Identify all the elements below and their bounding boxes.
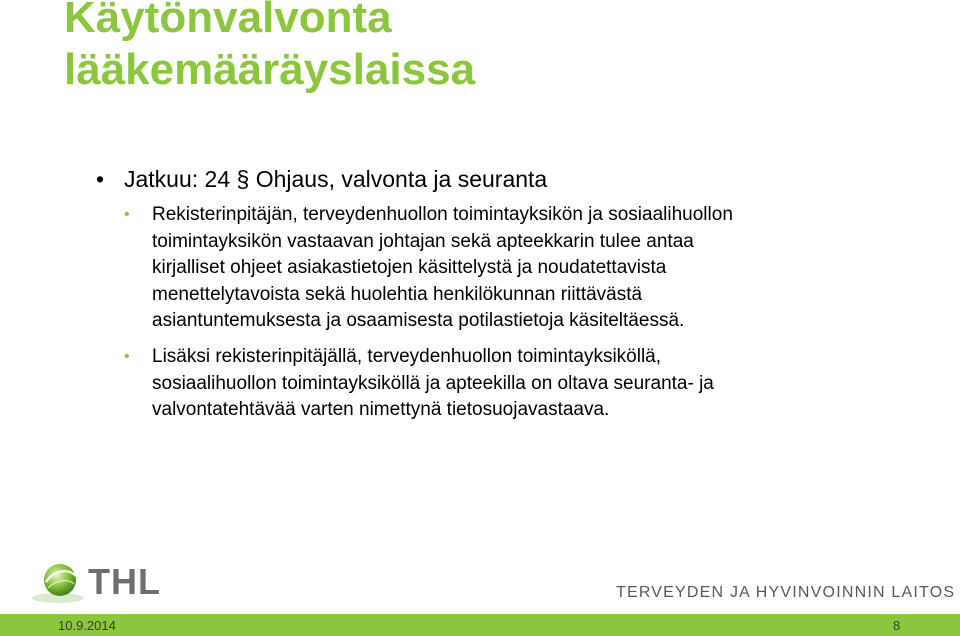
slide-title-line-1: Käytönvalvonta — [64, 0, 392, 42]
footer-bar — [0, 614, 960, 636]
page-number: 8 — [893, 618, 901, 633]
org-name: TERVEYDEN JA HYVINVOINNIN LAITOS — [616, 584, 956, 601]
sub-bullet-2 — [152, 344, 714, 424]
sub-bullet-2-line: Lisäksi rekisterinpitäjällä, terveydenhuollon toimintayksiköllä, — [152, 346, 662, 367]
sub-bullet-1 — [152, 202, 733, 335]
bullet-dot-icon: • — [96, 166, 105, 192]
sub-bullet-1-line: toimintayksikön vastaavan johtajan sekä apteekkarin tulee antaa — [152, 230, 694, 252]
sub-bullet-2-line: sosiaalihuollon toimintayksiköllä ja apteekilla on oltava seuranta- ja — [152, 372, 714, 394]
sub-bullet-2-line: valvontatehtävää varten nimettynä tietosuojavastaava. — [152, 399, 610, 420]
sub-bullet-1-line: Rekisterinpitäjän, terveydenhuollon toimintayksikön ja sosiaalihuollon — [152, 204, 733, 225]
main-bullet-text: Jatkuu: 24 § Ohjaus, valvonta ja seuranta — [124, 166, 548, 192]
sub-bullet-1-line: asiantuntemuksesta ja osaamisesta potilastietoja käsiteltäessä. — [152, 310, 685, 331]
footer-date: 10.9.2014 — [58, 618, 116, 633]
sub-bullet-1-line: menettelytavoista sekä huolehtia henkilökunnan riittävästä — [152, 283, 643, 305]
slide-title-line-2: lääkemääräyslaissa — [64, 45, 476, 94]
sub-bullet-1-line: kirjalliset ohjeet asiakastietojen käsittelystä ja noudatettavista — [152, 257, 667, 278]
sub-bullet-dot-icon: • — [124, 348, 130, 365]
thl-logo-text: THL — [88, 561, 161, 602]
sub-bullet-dot-icon: • — [124, 206, 130, 223]
